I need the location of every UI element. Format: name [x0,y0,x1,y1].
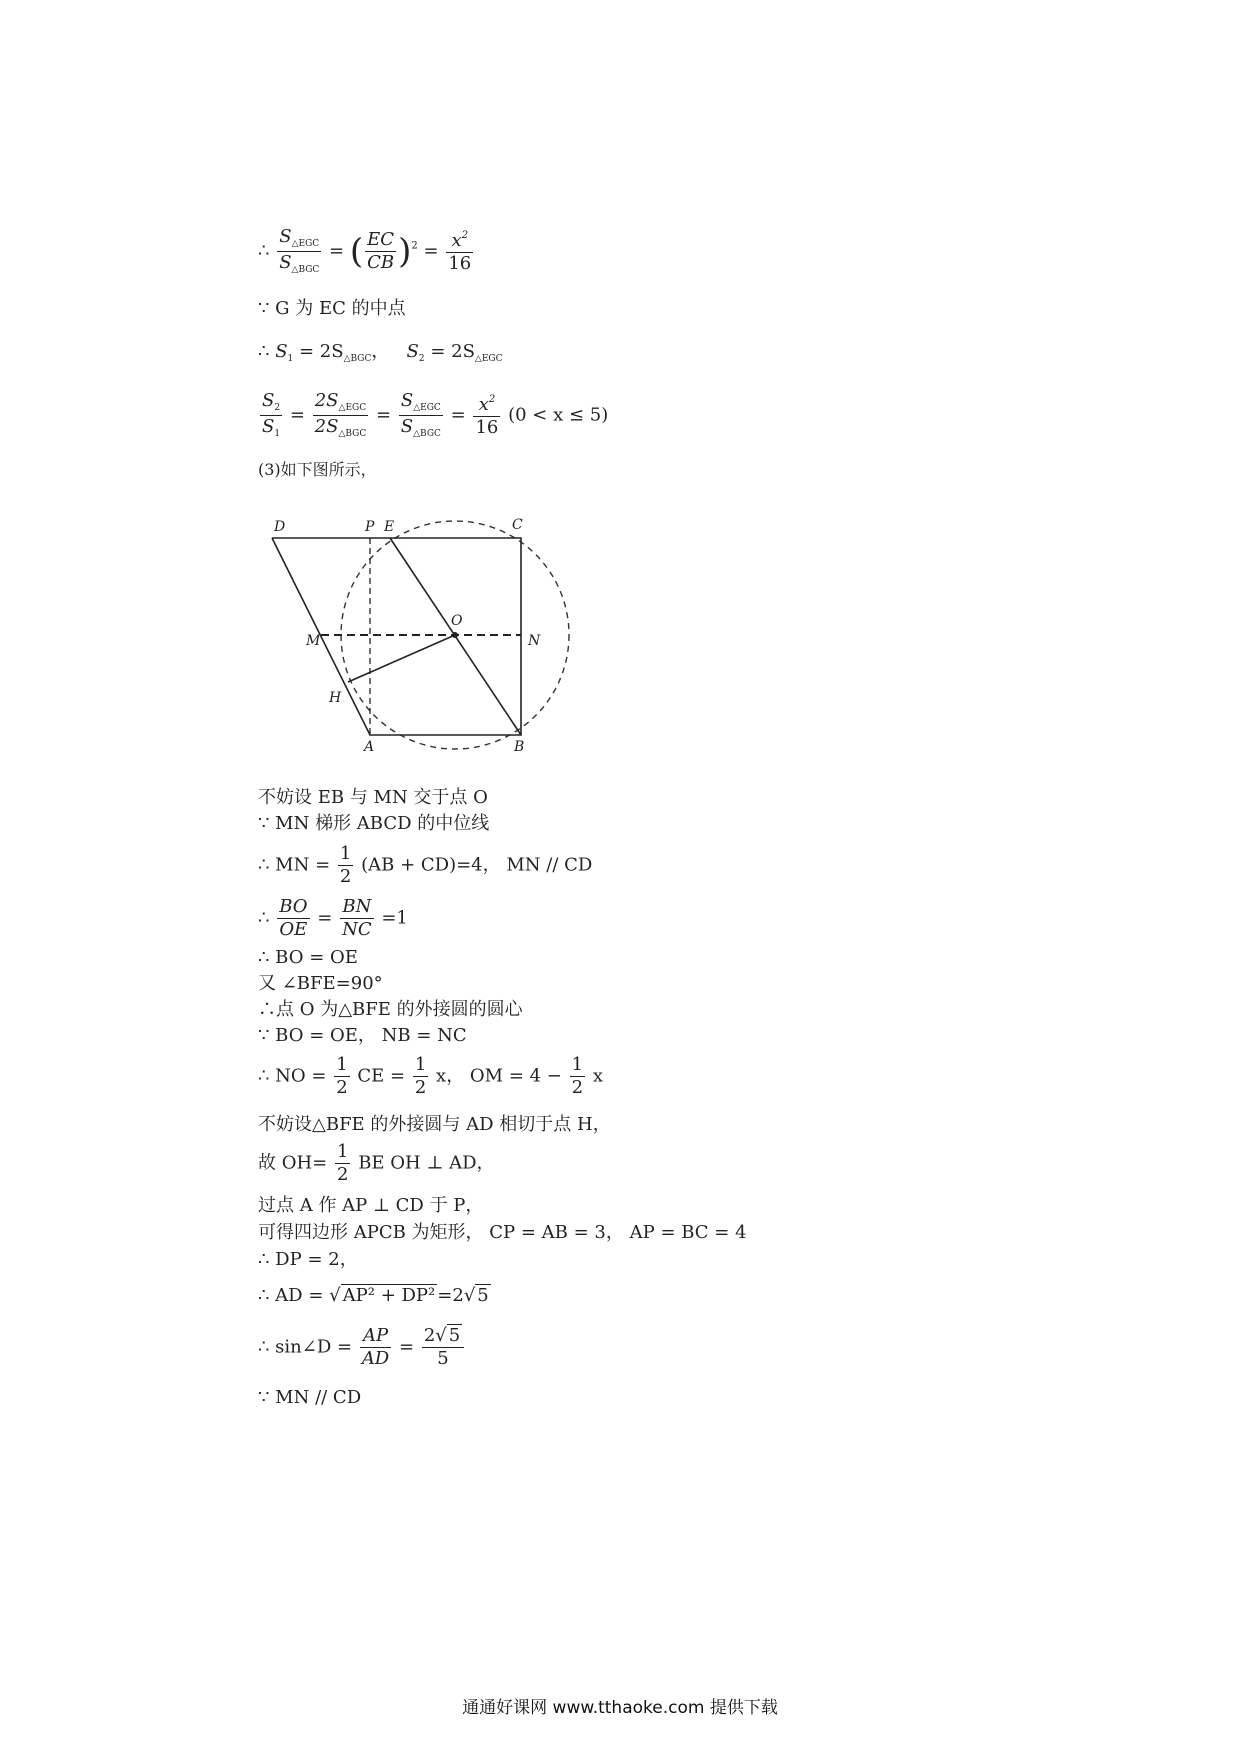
text-line: ∴点 O 为△BFE 的外接圆的圆心 [258,999,523,1020]
text-line: ∴ DP = 2， [258,1249,358,1270]
label-e: E [384,519,395,535]
text-line: ∴ BO = OE [258,947,358,968]
equation-s2-over-s1: $\frac{S_2}{S_1}$ = $\frac{2S_{\triangle EGC}}{2S_{\triangle BGC}}$ = $\frac{S_{\triangle EGC}}{S_{\triangle BGC}}$ = $\frac{x^2}{16}$ (0 < x ≤ 5) [262,390,609,439]
text-line: ∵ G 为 EC 的中点 [258,298,406,319]
label-n: N [528,633,541,649]
equation-sin-d: ∴ sin∠D = $\frac{AP}{AD}$ = $\frac{2√ 5}{5}$ [258,1327,466,1368]
equation-no-om: ∴ NO = $\frac{1}{2}$ CE = $\frac{1}{2}$ x， OM = 4 − $\frac{1}{2}$ x [258,1054,603,1098]
label-h: H [329,690,342,706]
equation-bo-oe: ∴ $\frac{BO}{OE}$ = $\frac{BN}{NC}$ =1 [258,896,408,940]
point-o [452,632,458,638]
label-m: M [306,633,321,649]
label-a: A [364,739,375,755]
label-p: P [365,519,375,535]
text-line: 可得四边形 APCB 为矩形， CP = AB = 3， AP = BC = 4 [258,1222,747,1243]
text-line: ∵ MN // CD [258,1387,362,1408]
text-line: 不妨设△BFE 的外接圆与 AD 相切于点 H， [258,1114,611,1135]
equation-area-ratio: ∴ $\frac{S_{\triangle EGC}}{S_{\triangle BGC}}$ = ( $\frac{EC}{CB}$ )$^2$ = $\frac{x^2}{16}$ [258,226,472,275]
text-line: ∵ MN 梯形 ABCD 的中位线 [258,813,490,834]
label-d: D [274,519,286,535]
text-line: 又 ∠BFE=90° [258,973,383,994]
text-line: (3)如下图所示， [258,460,377,479]
label-b: B [514,739,525,755]
text-line: ∵ BO = OE， NB = NC [258,1025,467,1046]
equation-oh: 故 OH= $\frac{1}{2}$ BE OH ⊥ AD， [258,1141,495,1185]
label-o: O [451,613,463,629]
equation-mn: ∴ MN = $\frac{1}{2}$ (AB + CD)=4， MN // CD [258,843,593,887]
footer-credit: 通通好课网 www.tthaoke.com 提供下载 [462,1698,778,1718]
equation-s1-s2: ∴ $S_1 = 2S_{\triangle BGC}$， $S_2 = 2S_{\triangle EGC}$ [258,341,503,364]
segment-oh [348,635,455,682]
label-c: C [512,517,523,533]
geometry-figure [258,510,588,760]
text-line: 不妨设 EB 与 MN 交于点 O [258,787,488,808]
equation-ad: ∴ AD = √ AP² + DP² =2√ 5 [258,1285,489,1306]
text-line: 过点 A 作 AP ⊥ CD 于 P， [258,1195,484,1216]
